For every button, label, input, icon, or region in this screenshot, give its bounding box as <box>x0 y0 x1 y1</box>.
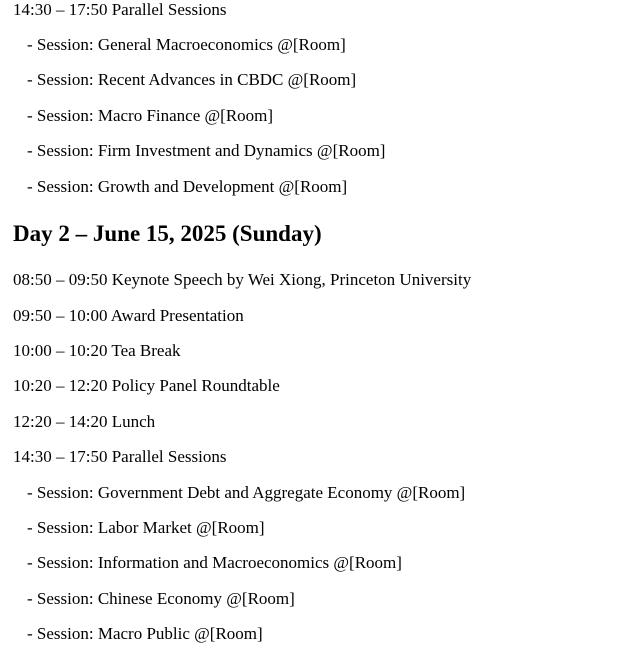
schedule-item: 12:20 – 14:20 Lunch <box>13 412 156 431</box>
session-item: - Session: Macro Public @[Room] <box>27 624 263 643</box>
session-item: - Session: Macro Finance @[Room] <box>27 106 274 125</box>
schedule-item: 14:30 – 17:50 Parallel Sessions <box>13 447 227 466</box>
schedule-item-parallel-sessions-day1: 14:30 – 17:50 Parallel Sessions <box>13 0 227 19</box>
schedule-item: 08:50 – 09:50 Keynote Speech by Wei Xiong, Princeton University <box>13 270 472 289</box>
session-item: - Session: Labor Market @[Room] <box>27 518 265 537</box>
session-item: - Session: Growth and Development @[Room] <box>27 177 348 196</box>
session-item: - Session: Firm Investment and Dynamics @[Room] <box>27 141 386 160</box>
schedule-item: 10:00 – 10:20 Tea Break <box>13 341 181 360</box>
schedule-item: 10:20 – 12:20 Policy Panel Roundtable <box>13 376 280 395</box>
session-item: - Session: General Macroeconomics @[Room] <box>27 35 346 54</box>
session-item: - Session: Information and Macroeconomics @[Room] <box>27 553 402 572</box>
day-heading: Day 2 – June 15, 2025 (Sunday) <box>13 221 322 246</box>
session-item: - Session: Chinese Economy @[Room] <box>27 589 295 608</box>
session-item: - Session: Government Debt and Aggregate Economy @[Room] <box>27 483 466 502</box>
schedule-item: 09:50 – 10:00 Award Presentation <box>13 306 244 325</box>
session-item: - Session: Recent Advances in CBDC @[Room] <box>27 70 357 89</box>
